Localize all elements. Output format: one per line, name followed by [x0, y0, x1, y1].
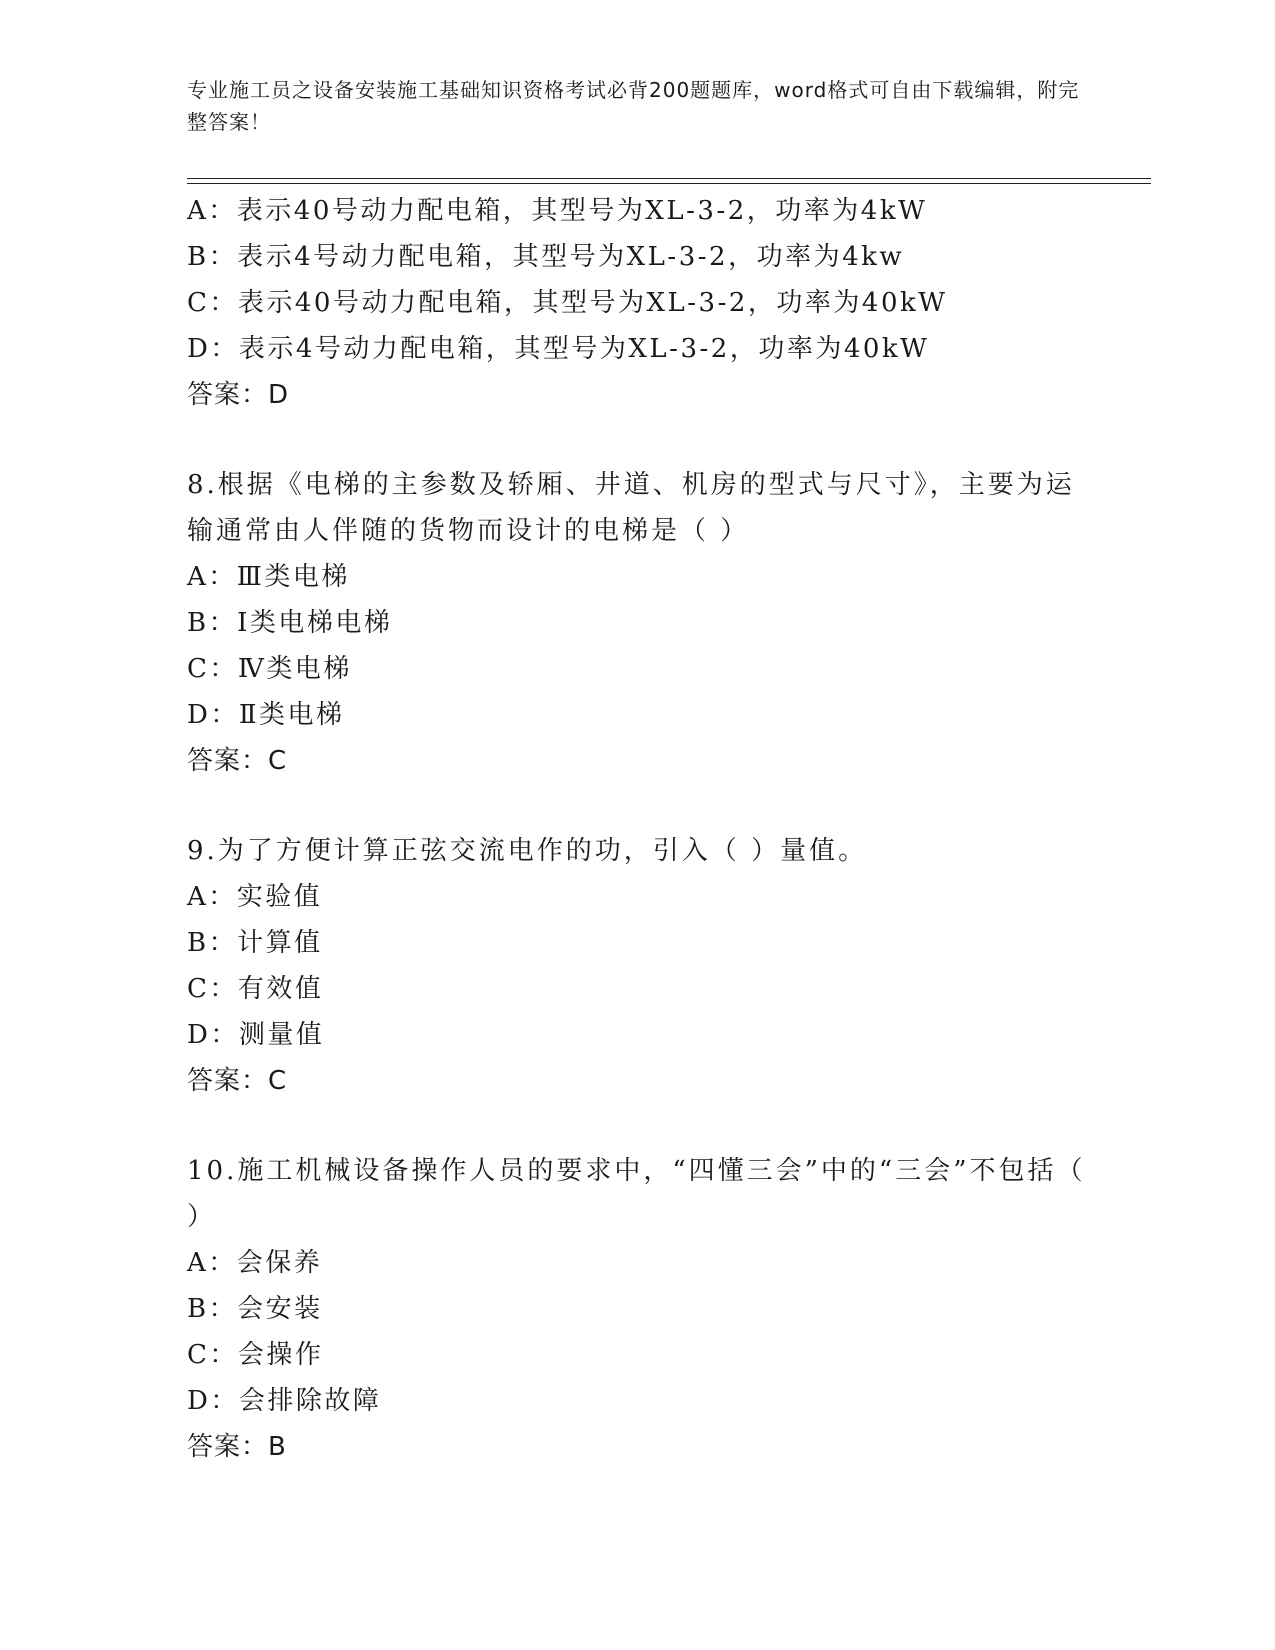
option-c: C：Ⅳ类电梯	[187, 654, 352, 684]
header-divider-bottom	[187, 183, 1151, 184]
answer: 答案：C	[187, 746, 288, 776]
option-d: D：Ⅱ类电梯	[187, 700, 345, 730]
option-c: C：有效值	[187, 974, 324, 1004]
header-divider-top	[187, 178, 1151, 179]
option-d: D：测量值	[187, 1020, 325, 1050]
question-fragment	[187, 188, 1107, 418]
question-8	[187, 462, 1107, 784]
option-b: B：表示4号动力配电箱，其型号为XL-3-2，功率为4kw	[187, 242, 905, 272]
option-c: C：会操作	[187, 1340, 324, 1370]
question-stem: 8.根据《电梯的主参数及轿厢、井道、机房的型式与尺寸》，主要为运输通常由人伴随的货物而设计的电梯是（ ）	[187, 470, 1075, 546]
question-9	[187, 828, 1107, 1104]
answer: 答案：C	[187, 1066, 288, 1096]
option-b: B：Ⅰ类电梯电梯	[187, 608, 393, 638]
option-c: C：表示40号动力配电箱，其型号为XL-3-2，功率为40kW	[187, 288, 948, 318]
question-stem: 9.为了方便计算正弦交流电作的功，引入（ ）量值。	[187, 836, 868, 866]
question-10	[187, 1148, 1107, 1470]
document-header: 专业施工员之设备安装施工基础知识资格考试必背200题题库，word格式可自由下载编辑，附完整答案！	[187, 78, 1080, 134]
answer: 答案：B	[187, 1432, 287, 1462]
option-a: A：会保养	[187, 1248, 323, 1278]
option-b: B：计算值	[187, 928, 323, 958]
option-a: A：表示40号动力配电箱，其型号为XL-3-2，功率为4kW	[187, 196, 928, 226]
answer: 答案：D	[187, 380, 290, 410]
question-stem: 10.施工机械设备操作人员的要求中，“四懂三会”中的“三会”不包括（ ）	[187, 1156, 1086, 1232]
document-body	[187, 188, 1107, 1470]
option-a: A：Ⅲ类电梯	[187, 562, 350, 592]
option-d: D：会排除故障	[187, 1386, 382, 1416]
option-d: D：表示4号动力配电箱，其型号为XL-3-2，功率为40kW	[187, 334, 930, 364]
option-a: A：实验值	[187, 882, 323, 912]
option-b: B：会安装	[187, 1294, 323, 1324]
